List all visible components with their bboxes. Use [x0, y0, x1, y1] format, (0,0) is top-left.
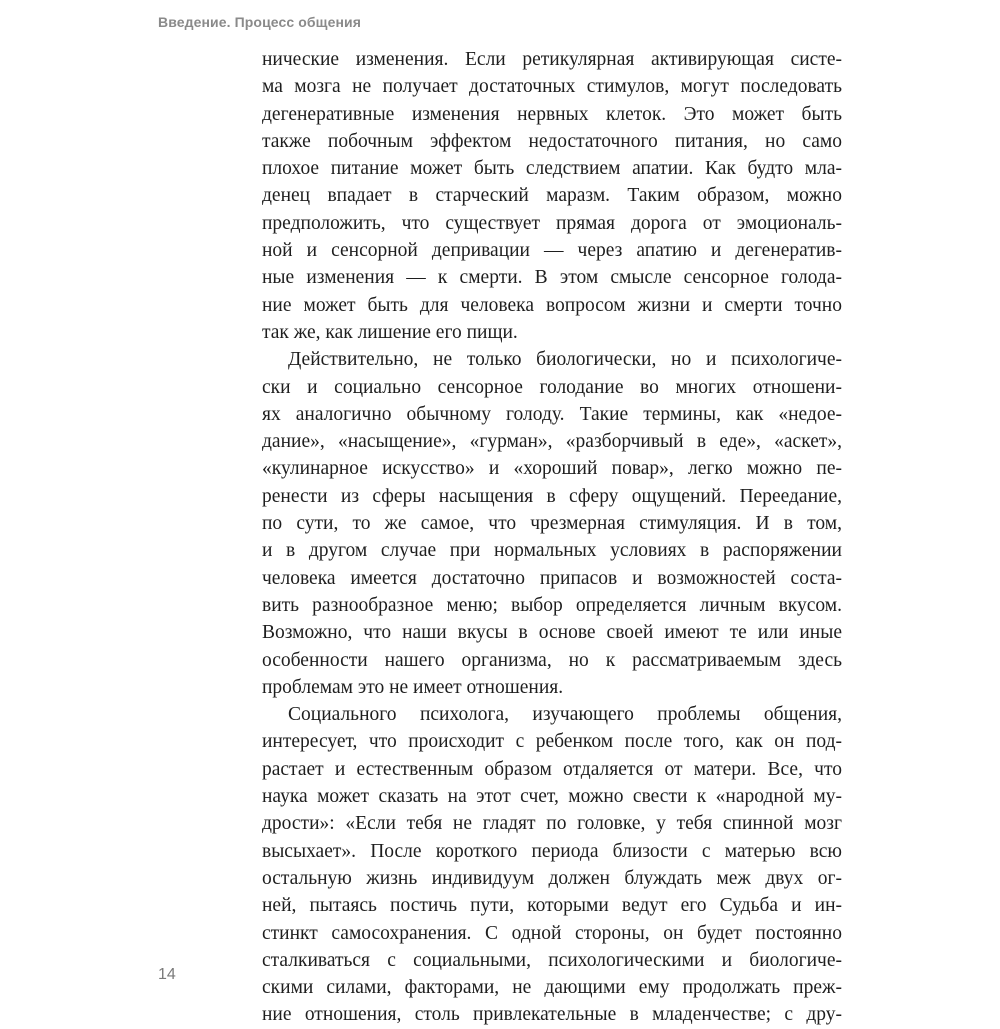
text-line: ски и социально сенсорное голодание во многих отношени-	[262, 376, 842, 398]
text-line: ней, пытаясь постичь пути, которыми ведут его Судьба и ин-	[262, 895, 842, 917]
text-line: так же, как лишение его пищи.	[262, 321, 518, 343]
text-line: «кулинарное искусство» и «хороший повар», легко можно пе-	[262, 458, 842, 480]
text-line: сталкиваться с социальными, психологическими и биологиче-	[262, 949, 842, 971]
text-line: особенности нашего организма, но к рассматриваемым здесь	[262, 649, 842, 671]
text-line: растает и естественным образом отдаляется от матери. Все, что	[262, 758, 842, 780]
text-line: плохое питание может быть следствием апатии. Как будто мла-	[262, 158, 842, 180]
text-line: стинкт самосохранения. С одной стороны, он будет постоянно	[262, 922, 842, 944]
text-line: вить разнообразное меню; выбор определяется личным вкусом.	[262, 594, 842, 616]
text-line: остальную жизнь индивидуум должен блуждать меж двух ог-	[262, 867, 842, 889]
text-line: по сути, то же самое, что чрезмерная стимуляция. И в том,	[262, 513, 842, 535]
text-line: и в другом случае при нормальных условиях в распоряжении	[262, 540, 842, 562]
body-text	[262, 46, 842, 1029]
text-line: нические изменения. Если ретикулярная активирующая систе-	[262, 49, 842, 70]
text-line: скими силами, факторами, не дающими ему продолжать преж-	[262, 977, 842, 999]
text-line: Возможно, что наши вкусы в основе своей имеют те или иные	[262, 622, 842, 644]
paragraph-first-line: Действительно, не только биологически, но и психологиче-	[288, 349, 842, 371]
text-line: ной и сенсорной депривации — через апатию и дегенератив-	[262, 240, 842, 262]
text-line: наука может сказать на этот счет, можно свести к «народной му-	[262, 786, 842, 808]
text-line: денец впадает в старческий маразм. Таким образом, можно	[262, 185, 842, 207]
paragraph-first-line: Социального психолога, изучающего проблемы общения,	[288, 704, 842, 726]
text-line: интересует, что происходит с ребенком после того, как он под-	[262, 731, 842, 753]
text-line: ные изменения — к смерти. В этом смысле сенсорное голода-	[262, 267, 842, 289]
text-line: ние отношения, столь привлекательные в младенчестве; с дру-	[262, 1004, 842, 1026]
text-line: дрости»: «Если тебя не гладят по головке, у тебя спинной мозг	[262, 813, 842, 835]
page-number: 14	[158, 966, 176, 983]
text-line: высыхает». После короткого периода близости с матерью всю	[262, 840, 842, 862]
text-line: дегенеративные изменения нервных клеток. Это может быть	[262, 103, 842, 125]
text-line: ренести из сферы насыщения в сферу ощущений. Переедание,	[262, 485, 842, 507]
text-line: проблемам это не имеет отношения.	[262, 676, 564, 698]
text-line: ма мозга не получает достаточных стимулов, могут последовать	[262, 76, 842, 98]
text-line: предположить, что существует прямая дорога от эмоциональ-	[262, 212, 842, 234]
text-line: ях аналогично обычному голоду. Такие термины, как «недое-	[262, 403, 842, 425]
text-line: также побочным эффектом недостаточного питания, но само	[262, 130, 842, 152]
text-line: дание», «насыщение», «гурман», «разборчивый в еде», «аскет»,	[262, 431, 842, 453]
text-line: человека имеется достаточно припасов и возможностей соста-	[262, 567, 842, 589]
running-head: Введение. Процесс общения	[158, 14, 361, 30]
text-line: ние может быть для человека вопросом жизни и смерти точно	[262, 294, 842, 316]
